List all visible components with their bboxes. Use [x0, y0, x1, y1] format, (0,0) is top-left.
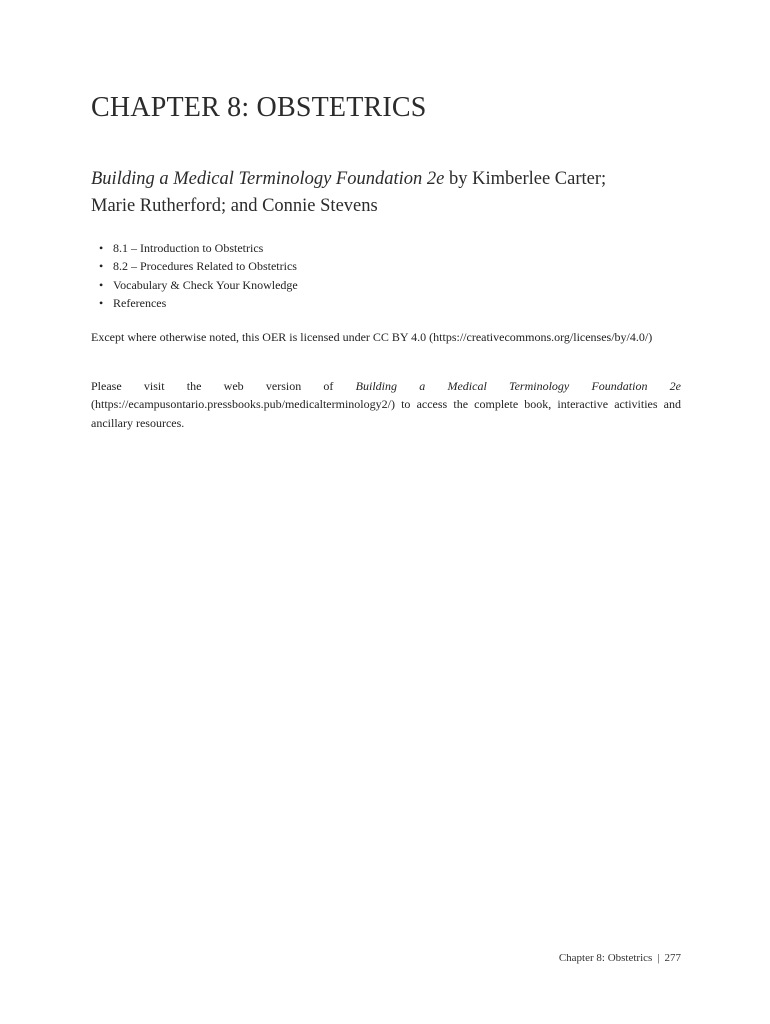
web-version-note	[91, 377, 681, 432]
toc-item[interactable]: • Vocabulary & Check Your Knowledge	[91, 276, 298, 294]
chapter-contents-list	[91, 239, 298, 312]
page-footer	[559, 952, 681, 964]
page-number: 277	[664, 952, 681, 964]
toc-item[interactable]: • 8.1 – Introduction to Obstetrics	[91, 239, 298, 257]
authors-text: by Kimberlee Carter; Marie Rutherford; and Connie Stevens	[91, 169, 607, 216]
toc-item[interactable]: • References	[91, 294, 298, 312]
book-byline	[91, 166, 651, 220]
chapter-title: CHAPTER 8: OBSTETRICS	[91, 92, 427, 123]
document-page	[91, 0, 681, 1024]
book-title: Building a Medical Terminology Foundation 2e	[91, 169, 445, 189]
footer-separator: |	[657, 952, 660, 964]
visit-book-title: Building a Medical Terminology Foundation 2e	[355, 379, 682, 393]
visit-suffix: (https://ecampusontario.pressbooks.pub/medicalterminology2/) to access the complete book, interactive activities and ancillary resources.	[91, 397, 681, 430]
toc-item[interactable]: • 8.2 – Procedures Related to Obstetrics	[91, 257, 298, 275]
license-statement: Except where otherwise noted, this OER is licensed under CC BY 4.0 (https://creativecommons.org/licenses/by/4.0/)	[91, 330, 653, 344]
running-title: Chapter 8: Obstetrics	[558, 952, 653, 964]
visit-prefix: Please visit the web version of	[91, 379, 356, 393]
